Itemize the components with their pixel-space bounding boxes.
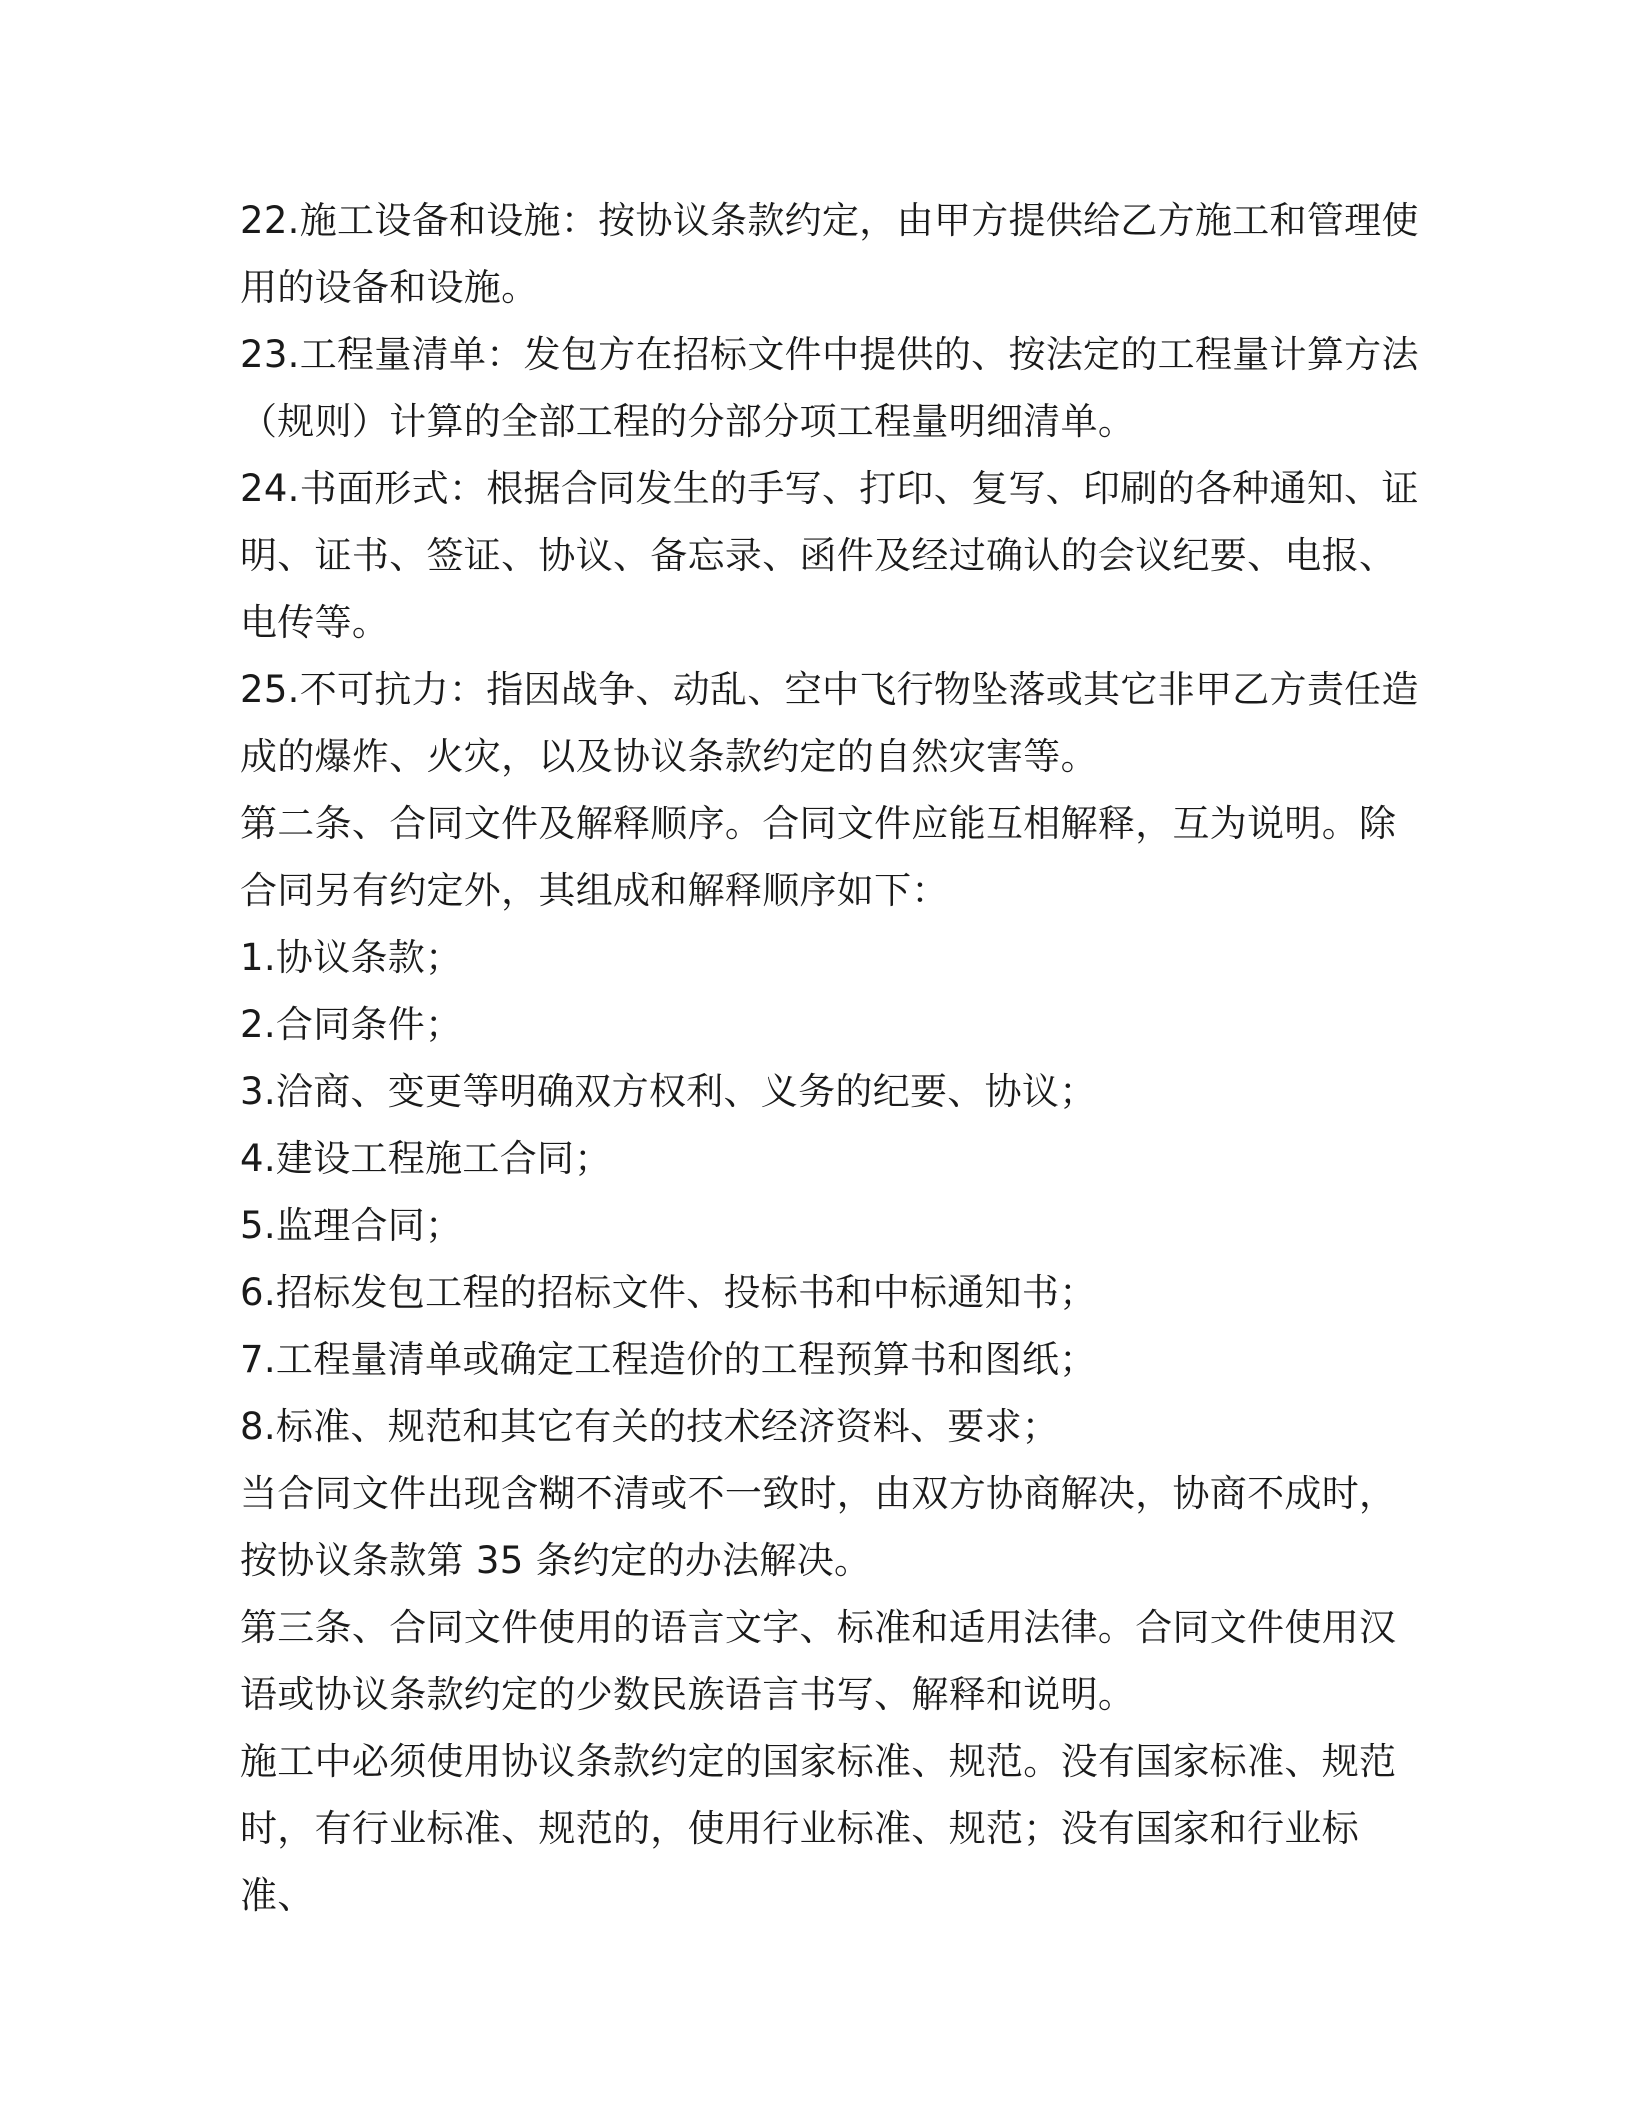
clause-23-bill-of-quantities: 23.工程量清单：发包方在招标文件中提供的、按法定的工程量计算方法（规则）计算的全部工程的分部分项工程量明细清单。 [240, 333, 1419, 443]
conflict-resolution-paragraph: 当合同文件出现含糊不清或不一致时，由双方协商解决，协商不成时，按协议条款第 35 条约定的办法解决。 [240, 1472, 1397, 1582]
list-item: 7.工程量清单或确定工程造价的工程预算书和图纸； [240, 1338, 1097, 1381]
list-item: 6.招标发包工程的招标文件、投标书和中标通知书； [240, 1271, 1097, 1314]
list-item: 5.监理合同； [240, 1204, 463, 1247]
list-item: 2.合同条件； [240, 1003, 463, 1046]
clause-24-written-form: 24.书面形式：根据合同发生的手写、打印、复写、印刷的各种通知、证明、证书、签证、协议、备忘录、函件及经过确认的会议纪要、电报、电传等。 [240, 467, 1419, 644]
list-item: 4.建设工程施工合同； [240, 1137, 612, 1180]
clause-25-force-majeure: 25.不可抗力：指因战争、动乱、空中飞行物坠落或其它非甲乙方责任造成的爆炸、火灾，以及协议条款约定的自然灾害等。 [240, 668, 1419, 778]
document-body [240, 187, 1420, 1929]
clause-22-equipment: 22.施工设备和设施：按协议条款约定，由甲方提供给乙方施工和管理使用的设备和设施。 [240, 199, 1419, 309]
standards-paragraph: 施工中必须使用协议条款约定的国家标准、规范。没有国家标准、规范时，有行业标准、规范的，使用行业标准、规范；没有国家和行业标准、 [240, 1740, 1397, 1917]
list-item: 8.标准、规范和其它有关的技术经济资料、要求； [240, 1405, 1060, 1448]
list-item: 3.洽商、变更等明确双方权利、义务的纪要、协议； [240, 1070, 1097, 1113]
article-3-heading: 第三条、合同文件使用的语言文字、标准和适用法律。合同文件使用汉语或协议条款约定的少数民族语言书写、解释和说明。 [240, 1606, 1397, 1716]
list-item: 1.协议条款； [240, 936, 463, 979]
article-2-heading: 第二条、合同文件及解释顺序。合同文件应能互相解释，互为说明。除合同另有约定外，其组成和解释顺序如下： [240, 802, 1397, 912]
